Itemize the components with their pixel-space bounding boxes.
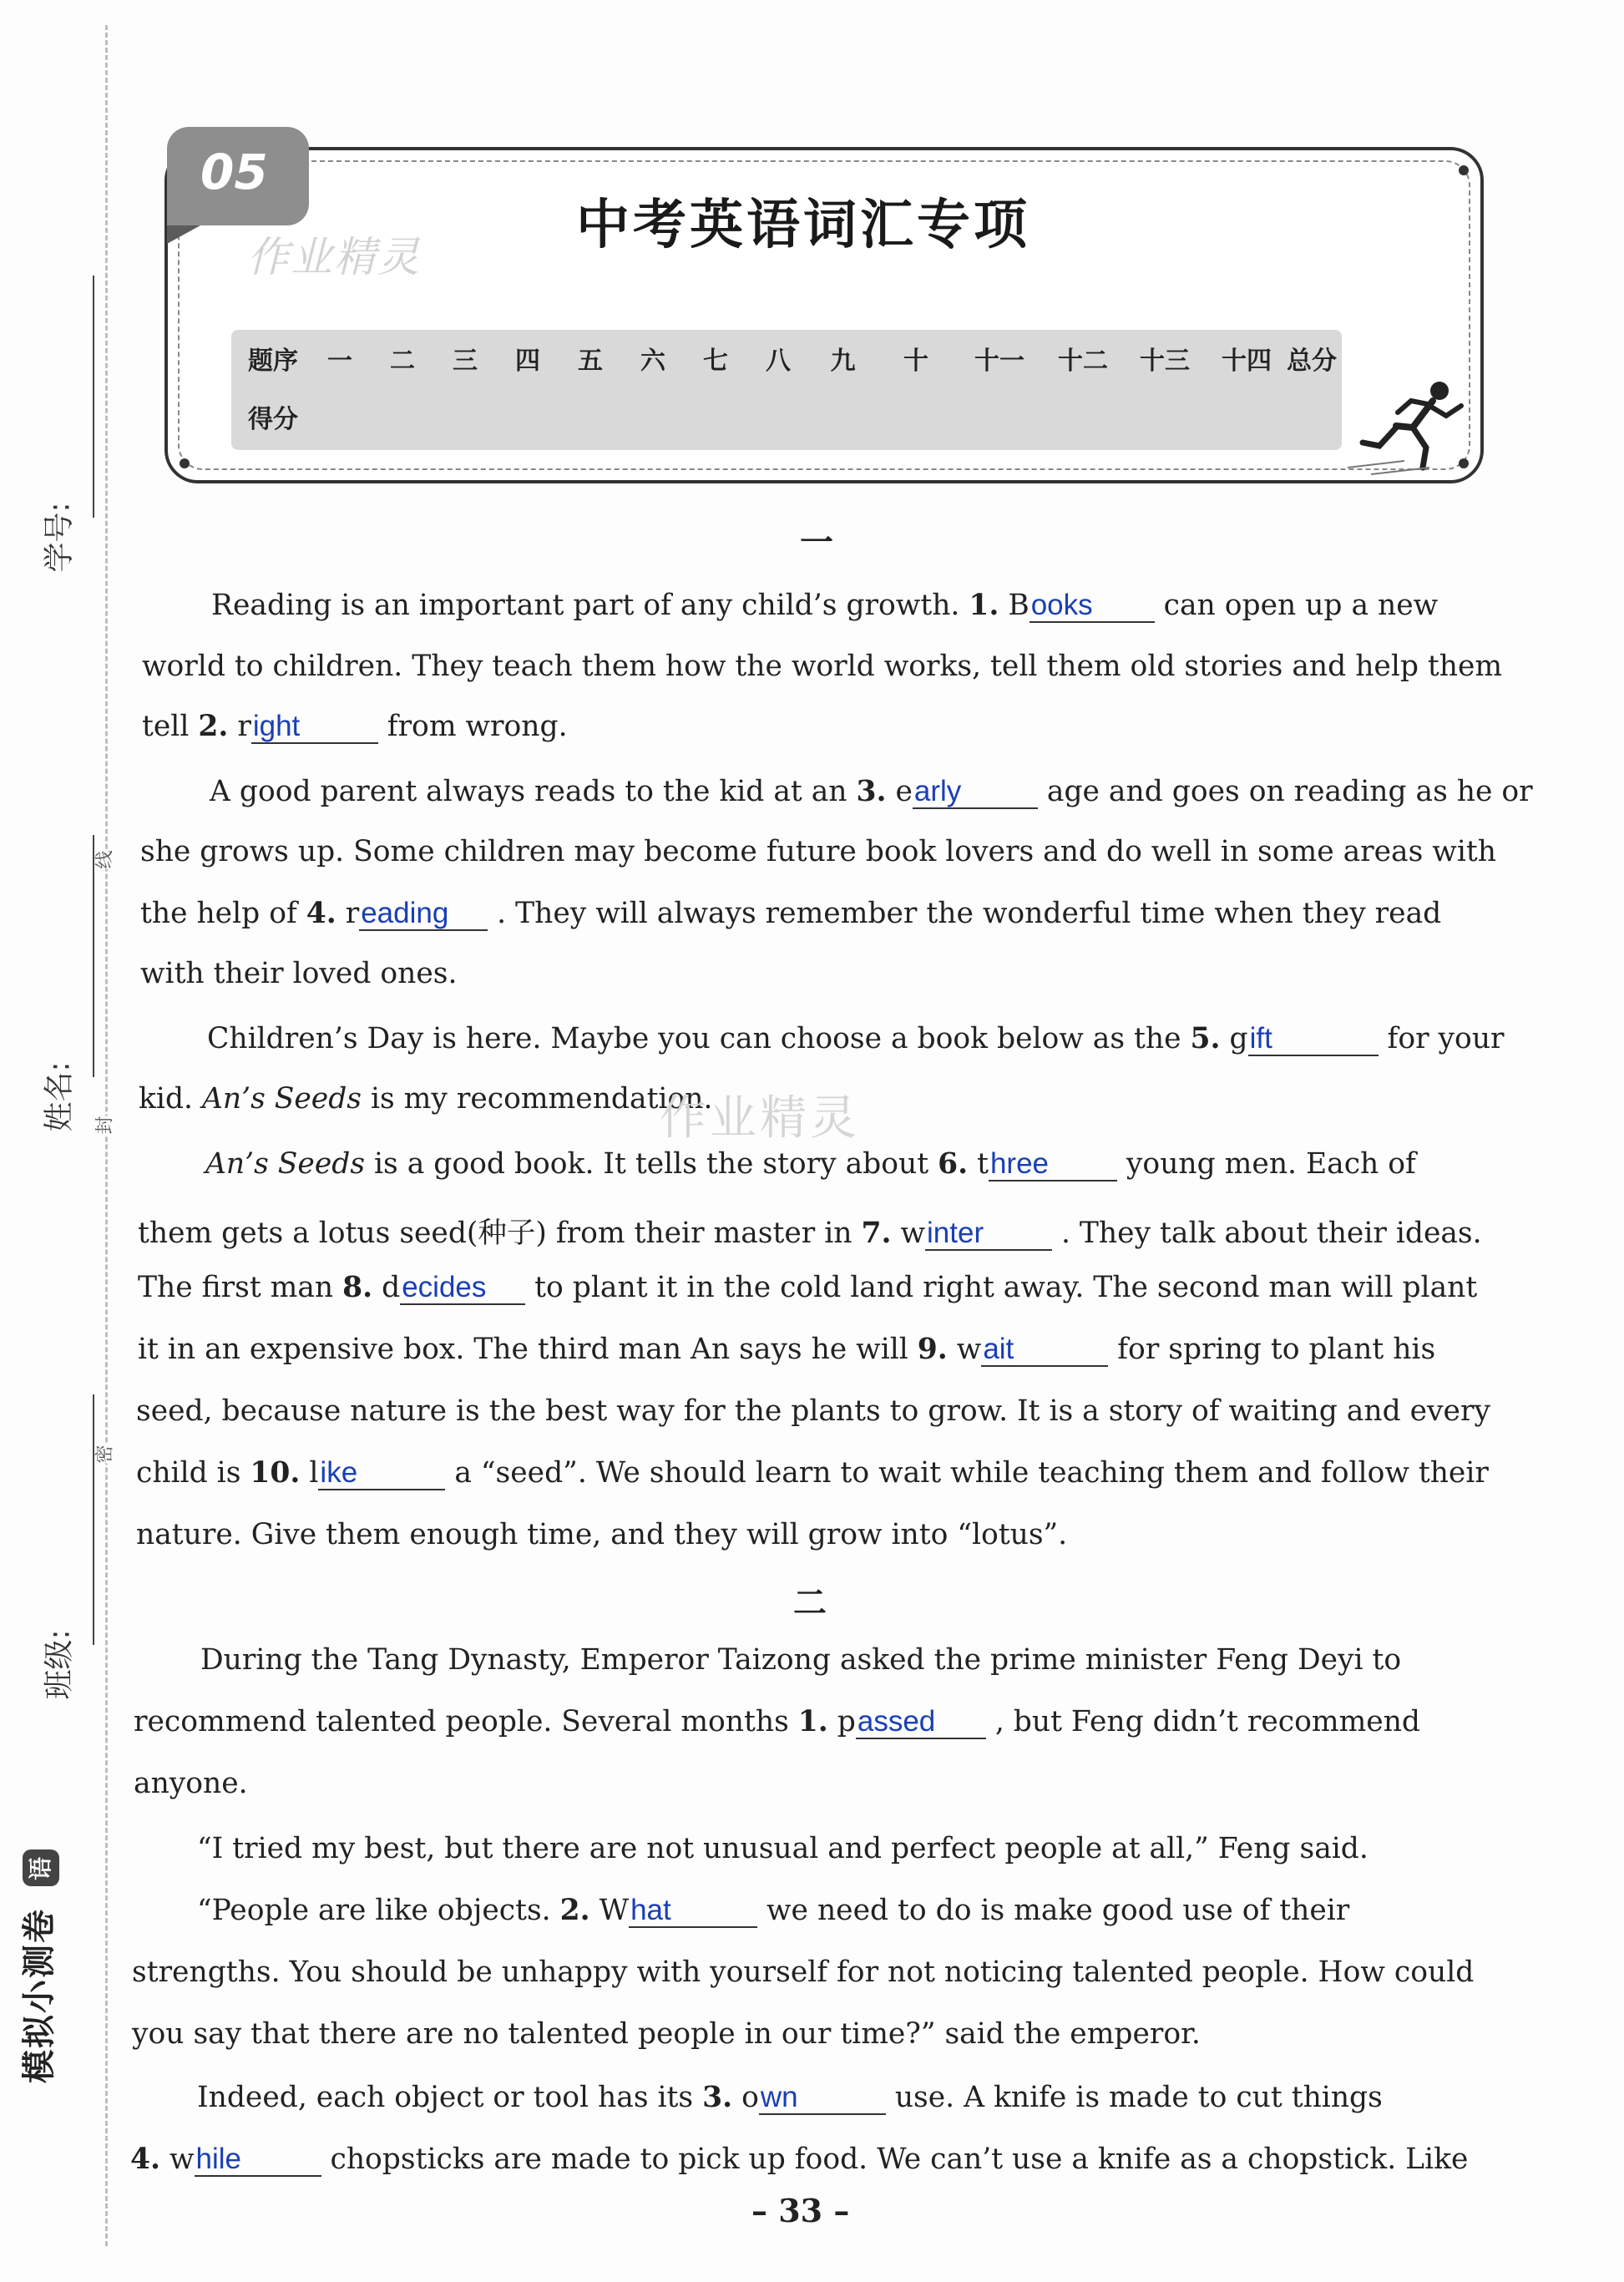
answer-blank[interactable]: hat [629,1895,757,1928]
binding-mark-close: 密 [88,1445,120,1463]
column-header: 十四 [1222,347,1272,376]
question-number: 3. [856,775,887,808]
answer-blank[interactable]: ait [981,1334,1108,1367]
text-line [134,1705,1420,1739]
text-line [210,775,1533,809]
text-line [140,835,1496,868]
line-text: child is [136,1456,250,1490]
question-number: 5. [1190,1022,1221,1055]
line-text: anyone. [134,1767,248,1800]
line-text: is a good book. It tells the story about [365,1147,938,1181]
answer-blank[interactable]: arly [913,777,1038,809]
answer-blank[interactable]: ift [1248,1024,1379,1056]
line-text: Reading is an important part of any child’s growth. [211,589,969,622]
line-text: from wrong. [377,710,568,743]
line-text: Indeed, each object or tool has its [197,2081,703,2114]
question-number: 8. [342,1271,373,1304]
text-line [136,1518,1067,1551]
line-text: them gets a lotus seed(种子) from their master in [138,1217,862,1250]
series-badge: 语 [23,1849,59,1886]
text-line [140,897,1441,931]
runner-illustration [1346,376,1471,476]
line-text: the help of [140,897,306,930]
score-table [231,330,1342,450]
text-line [139,1082,712,1116]
text-line [136,1394,1490,1428]
line-text: tell [142,710,199,743]
answer-blank[interactable]: ecides [400,1273,525,1305]
answer-blank[interactable]: ike [318,1458,445,1490]
text-line [207,1022,1505,1056]
line-text: “People are like objects. [197,1894,560,1927]
column-header: 七 [703,347,728,376]
line-text: chopsticks are made to pick up food. We can’t use a knife as a chopstick. Like [321,2143,1469,2176]
answer-blank[interactable]: wn [759,2082,886,2115]
first-letter: o [732,2081,759,2114]
line-text: we need to do is make good use of their [757,1894,1350,1927]
answer-blank[interactable]: ight [251,711,378,744]
question-number: 6. [938,1147,969,1181]
line-text: Children’s Day is here. Maybe you can choose a book below as the [207,1022,1191,1055]
score-table-score-row[interactable] [231,395,1342,445]
column-header: 十 [903,347,928,376]
line-text: to plant it in the cold land right away. The second man will plant [525,1271,1478,1304]
line-text: can open up a new [1154,589,1439,622]
unit-number: 05 [200,144,268,200]
column-header: 四 [515,347,540,376]
text-line [142,710,568,744]
line-text: with their loved ones. [140,957,458,990]
first-letter: r [228,710,251,743]
first-letter: r [336,897,360,930]
column-header: 总分 [1287,347,1337,376]
text-line [197,2081,1383,2115]
column-header: 十二 [1058,347,1108,376]
answer-blank[interactable]: hile [195,2144,321,2177]
column-header: 三 [453,347,478,376]
student-id-label: 学号: [42,502,77,573]
first-letter: p [827,1705,856,1738]
question-number: 1. [969,589,999,622]
line-text: recommend talented people. Several months [134,1705,798,1738]
column-header: 二 [390,347,415,376]
first-letter: g [1220,1022,1248,1055]
column-header: 九 [830,347,856,376]
text-line [200,1643,1401,1677]
binding-dashed-line [105,25,108,2246]
question-number: 7. [861,1217,892,1250]
first-letter: w [160,2143,195,2176]
first-letter: l [300,1456,319,1490]
question-number: 2. [559,1894,590,1927]
column-header: 八 [766,347,791,376]
row-header-score: 得分 [248,405,298,434]
line-text: for spring to plant his [1108,1333,1436,1366]
answer-blank[interactable]: inter [925,1218,1052,1251]
corner-dot [180,458,190,468]
series-title-text: 模拟小测卷 [20,1907,58,2083]
line-text: you say that there are no talented people in our time?” said the emperor. [132,2017,1201,2051]
line-text: world to children. They teach them how the world works, tell them old stories and help them [142,650,1503,683]
text-line [205,1147,1416,1181]
line-text: . They will always remember the wonderful time when they read [488,897,1442,930]
column-header: 一 [327,347,352,376]
line-text: A good parent always reads to the kid at an [210,775,857,808]
text-line [138,1271,1477,1305]
watermark: 作业精灵 [247,233,421,281]
answer-blank[interactable]: eading [359,898,488,931]
line-text: a “seed”. We should learn to wait while teaching them and follow their [445,1456,1489,1490]
line-text: she grows up. Some children may become future book lovers and do well in some areas with [140,835,1496,868]
first-letter: e [886,775,913,808]
question-number: 4. [130,2143,161,2176]
text-line [140,957,457,990]
name-label: 姓名: [42,1061,77,1132]
question-number: 3. [702,2081,733,2114]
question-number: 1. [797,1705,828,1738]
column-header: 五 [578,347,603,376]
first-letter: w [891,1217,926,1250]
student-id-line[interactable] [93,276,94,518]
page-title: 中考英语词汇专项 [576,195,1030,256]
book-title: An’s Seeds [205,1147,366,1181]
row-header-order: 题序 [248,347,298,376]
line-text: , but Feng didn’t recommend [985,1705,1421,1738]
column-header: 六 [640,347,665,376]
question-number: 4. [306,897,336,930]
question-number: 2. [198,710,229,743]
first-letter: d [372,1271,401,1304]
line-text: use. A knife is made to cut things [885,2081,1383,2114]
binding-mark-seal: 封 [88,1116,120,1134]
book-title: An’s Seeds [201,1082,362,1116]
line-text: it in an expensive box. The third man An says he will [138,1333,918,1366]
binding-mark-line: 线 [88,850,120,868]
answer-blank[interactable]: ooks [1030,590,1155,623]
line-text: age and goes on reading as he or [1037,775,1533,808]
class-label: 班级: [42,1629,77,1700]
text-line [132,2017,1201,2051]
first-letter: W [589,1894,630,1927]
line-text: The first man [138,1271,343,1304]
line-text: During the Tang Dynasty, Emperor Taizong asked the prime minister Feng Deyi to [200,1643,1402,1677]
column-header: 十一 [974,347,1024,376]
text-line [132,1956,1474,1989]
line-text: kid. [139,1082,202,1116]
text-line [134,1767,248,1800]
name-line[interactable] [93,835,94,1077]
question-number: 9. [917,1333,948,1366]
text-line [197,1832,1369,1865]
text-line [138,1333,1435,1367]
score-table-header-row [231,336,1342,387]
line-text: young men. Each of [1116,1147,1416,1181]
line-text: . They talk about their ideas. [1052,1217,1482,1250]
section-number: 二 [793,1584,827,1622]
line-text: strengths. You should be unhappy with yourself for not noticing talented people. How could [132,1956,1475,1989]
series-title [13,1829,63,2104]
question-number: 10. [250,1456,301,1490]
text-line [138,1209,1482,1251]
answer-blank[interactable]: assed [856,1707,986,1739]
text-line [142,650,1502,683]
section-number: 一 [800,524,833,562]
line-text: nature. Give them enough time, and they will grow into “lotus”. [136,1518,1068,1551]
first-letter: t [968,1147,989,1181]
line-text: seed, because nature is the best way for the plants to grow. It is a story of waiting and every [136,1394,1490,1428]
line-text: for your [1378,1022,1505,1055]
text-line [211,589,1438,623]
line-text: “I tried my best, but there are not unusual and perfect people at all,” Feng said. [197,1832,1369,1865]
text-line [130,2143,1468,2177]
text-line [136,1456,1489,1490]
class-line[interactable] [93,1394,94,1645]
line-text: is my recommendation. [362,1082,713,1116]
text-line [197,1894,1349,1928]
first-letter: w [947,1333,982,1366]
page-number: – 33 – [751,2192,850,2229]
column-header: 十三 [1140,347,1190,376]
first-letter: B [999,589,1030,622]
corner-dot [1459,165,1469,175]
watermark: 作业精灵 [660,1091,860,1146]
answer-blank[interactable]: hree [989,1149,1117,1181]
